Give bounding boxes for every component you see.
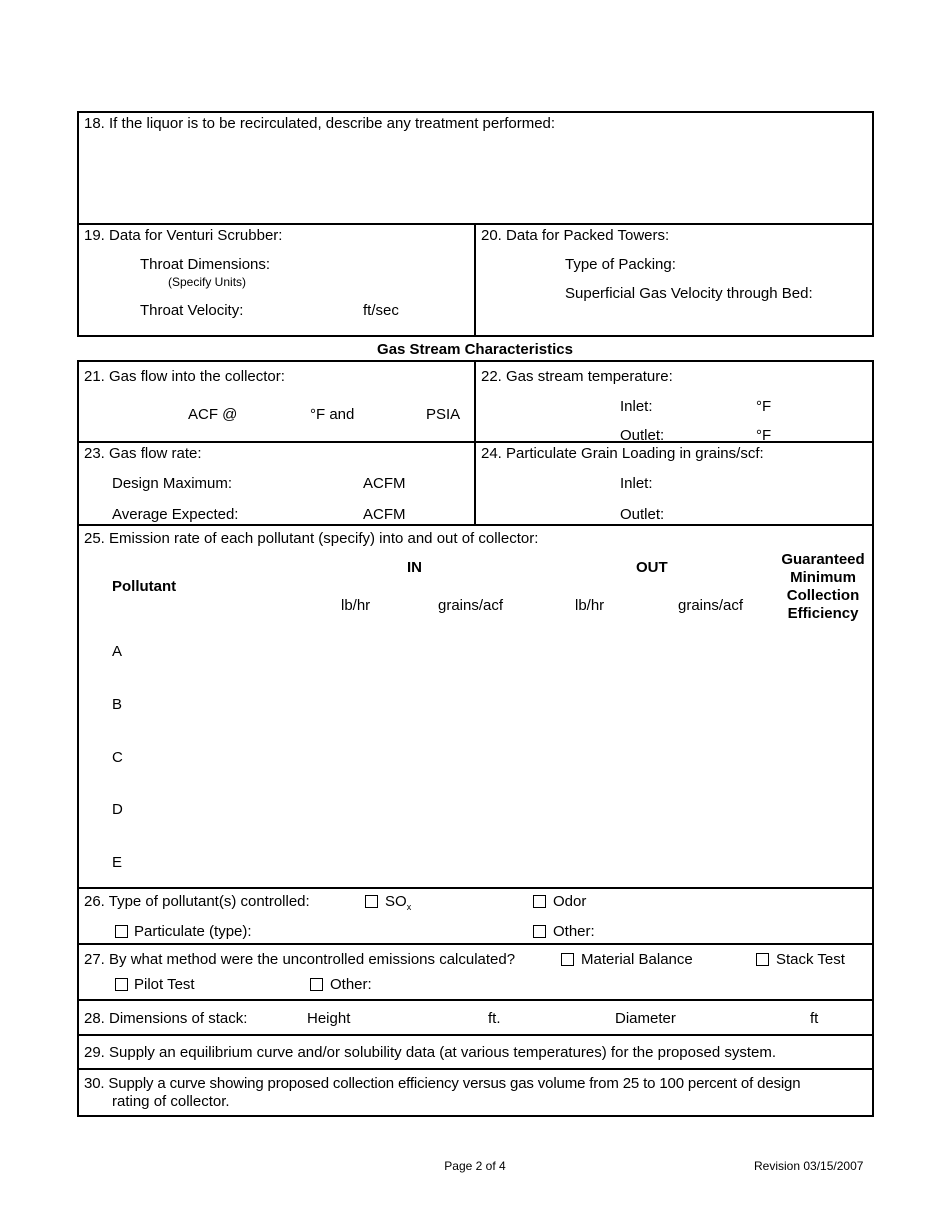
out-header: OUT [636, 559, 668, 576]
outlet-temp-clip [476, 420, 872, 441]
divider [77, 943, 874, 945]
other-method-label: Other: [330, 976, 372, 993]
q19-label: 19. Data for Venturi Scrubber: [84, 227, 283, 244]
other-pollutant-checkbox[interactable] [533, 925, 546, 938]
efficiency-line: Guaranteed [781, 551, 865, 568]
stack-test-label: Stack Test [776, 951, 845, 968]
so-checkbox[interactable] [365, 895, 378, 908]
grain-outlet-label: Outlet: [620, 506, 665, 523]
q26-label: 26. Type of pollutant(s) controlled: [84, 893, 310, 910]
pilot-test-label: Pilot Test [134, 976, 195, 993]
pilot-test-checkbox[interactable] [115, 978, 128, 991]
efficiency-line: Collection [786, 587, 860, 604]
in-header: IN [407, 559, 422, 576]
divider [77, 999, 874, 1001]
deg-f-and-label: °F and [310, 406, 355, 423]
efficiency-line: Efficiency [787, 605, 859, 622]
divider [474, 223, 476, 337]
so-label: $SO_x$ [385, 893, 412, 912]
height-label: Height [307, 1010, 351, 1027]
in-lbhr-header: lb/hr [341, 597, 371, 614]
q22-label: 22. Gas stream temperature: [481, 368, 673, 385]
q21-label: 21. Gas flow into the collector: [84, 368, 285, 385]
divider [474, 360, 476, 526]
pollutant-row-c: C [112, 749, 123, 766]
diameter-label: Diameter [615, 1010, 676, 1027]
acf-label: ACF @ [188, 406, 238, 423]
inlet-temp-unit: °F [756, 398, 772, 415]
efficiency-line: Minimum [790, 569, 856, 586]
q29-label: 29. Supply an equilibrium curve and/or solubility data (at various temperatures) for the proposed system. [84, 1044, 777, 1061]
odor-checkbox[interactable] [533, 895, 546, 908]
stack-test-checkbox[interactable] [756, 953, 769, 966]
out-lbhr-header: lb/hr [575, 597, 605, 614]
q30-line1: 30. Supply a curve showing proposed collection efficiency versus gas volume from 25 to 100 percent of design [84, 1075, 801, 1092]
superficial-velocity-label: Superficial Gas Velocity through Bed: [565, 285, 813, 302]
q24-label: 24. Particulate Grain Loading in grains/scf: [481, 445, 764, 462]
q20-label: 20. Data for Packed Towers: [481, 227, 670, 244]
throat-dimensions-label: Throat Dimensions: [140, 256, 271, 273]
particulate-checkbox[interactable] [115, 925, 128, 938]
out-grains-header: grains/acf [678, 597, 744, 614]
pollutant-header: Pollutant [112, 578, 177, 595]
in-grains-header: grains/acf [438, 597, 504, 614]
pollutant-row-d: D [112, 801, 123, 818]
throat-velocity-label: Throat Velocity: [140, 302, 244, 319]
particulate-label: Particulate (type): [134, 923, 252, 940]
average-expected-unit: ACFM [363, 506, 406, 523]
q23-label: 23. Gas flow rate: [84, 445, 202, 462]
design-maximum-unit: ACFM [363, 475, 406, 492]
psia-label: PSIA [426, 406, 461, 423]
q28-label: 28. Dimensions of stack: [84, 1010, 248, 1027]
q27-label: 27. By what method were the uncontrolled emissions calculated? [84, 951, 516, 968]
revision-date: Revision 03/15/2007 [754, 1159, 864, 1173]
design-maximum-label: Design Maximum: [112, 475, 233, 492]
other-method-checkbox[interactable] [310, 978, 323, 991]
type-of-packing-label: Type of Packing: [565, 256, 676, 273]
divider [77, 1068, 874, 1070]
specify-units-note: (Specify Units) [168, 275, 247, 289]
diameter-unit: ft [810, 1010, 819, 1027]
divider [77, 1034, 874, 1036]
q18-label: 18. If the liquor is to be recirculated, describe any treatment performed: [84, 115, 556, 132]
section-title: Gas Stream Characteristics [377, 341, 573, 358]
average-expected-label: Average Expected: [112, 506, 239, 523]
material-balance-checkbox[interactable] [561, 953, 574, 966]
q25-label: 25. Emission rate of each pollutant (specify) into and out of collector: [84, 530, 539, 547]
other-pollutant-label: Other: [553, 923, 595, 940]
q30-line2: rating of collector. [112, 1093, 230, 1110]
page-number: Page 2 of 4 [444, 1159, 506, 1173]
material-balance-label: Material Balance [581, 951, 693, 968]
outlet-temp-label: Outlet: [620, 427, 665, 441]
inlet-temp-label: Inlet: [620, 398, 653, 415]
grain-inlet-label: Inlet: [620, 475, 653, 492]
velocity-unit: ft/sec [363, 302, 399, 319]
pollutant-row-e: E [112, 854, 123, 871]
height-unit: ft. [488, 1010, 501, 1027]
pollutant-row-b: B [112, 696, 123, 713]
odor-label: Odor [553, 893, 587, 910]
outlet-temp-unit: °F [756, 427, 772, 441]
divider [77, 887, 874, 889]
efficiency-header [772, 551, 874, 623]
pollutant-row-a: A [112, 643, 123, 660]
